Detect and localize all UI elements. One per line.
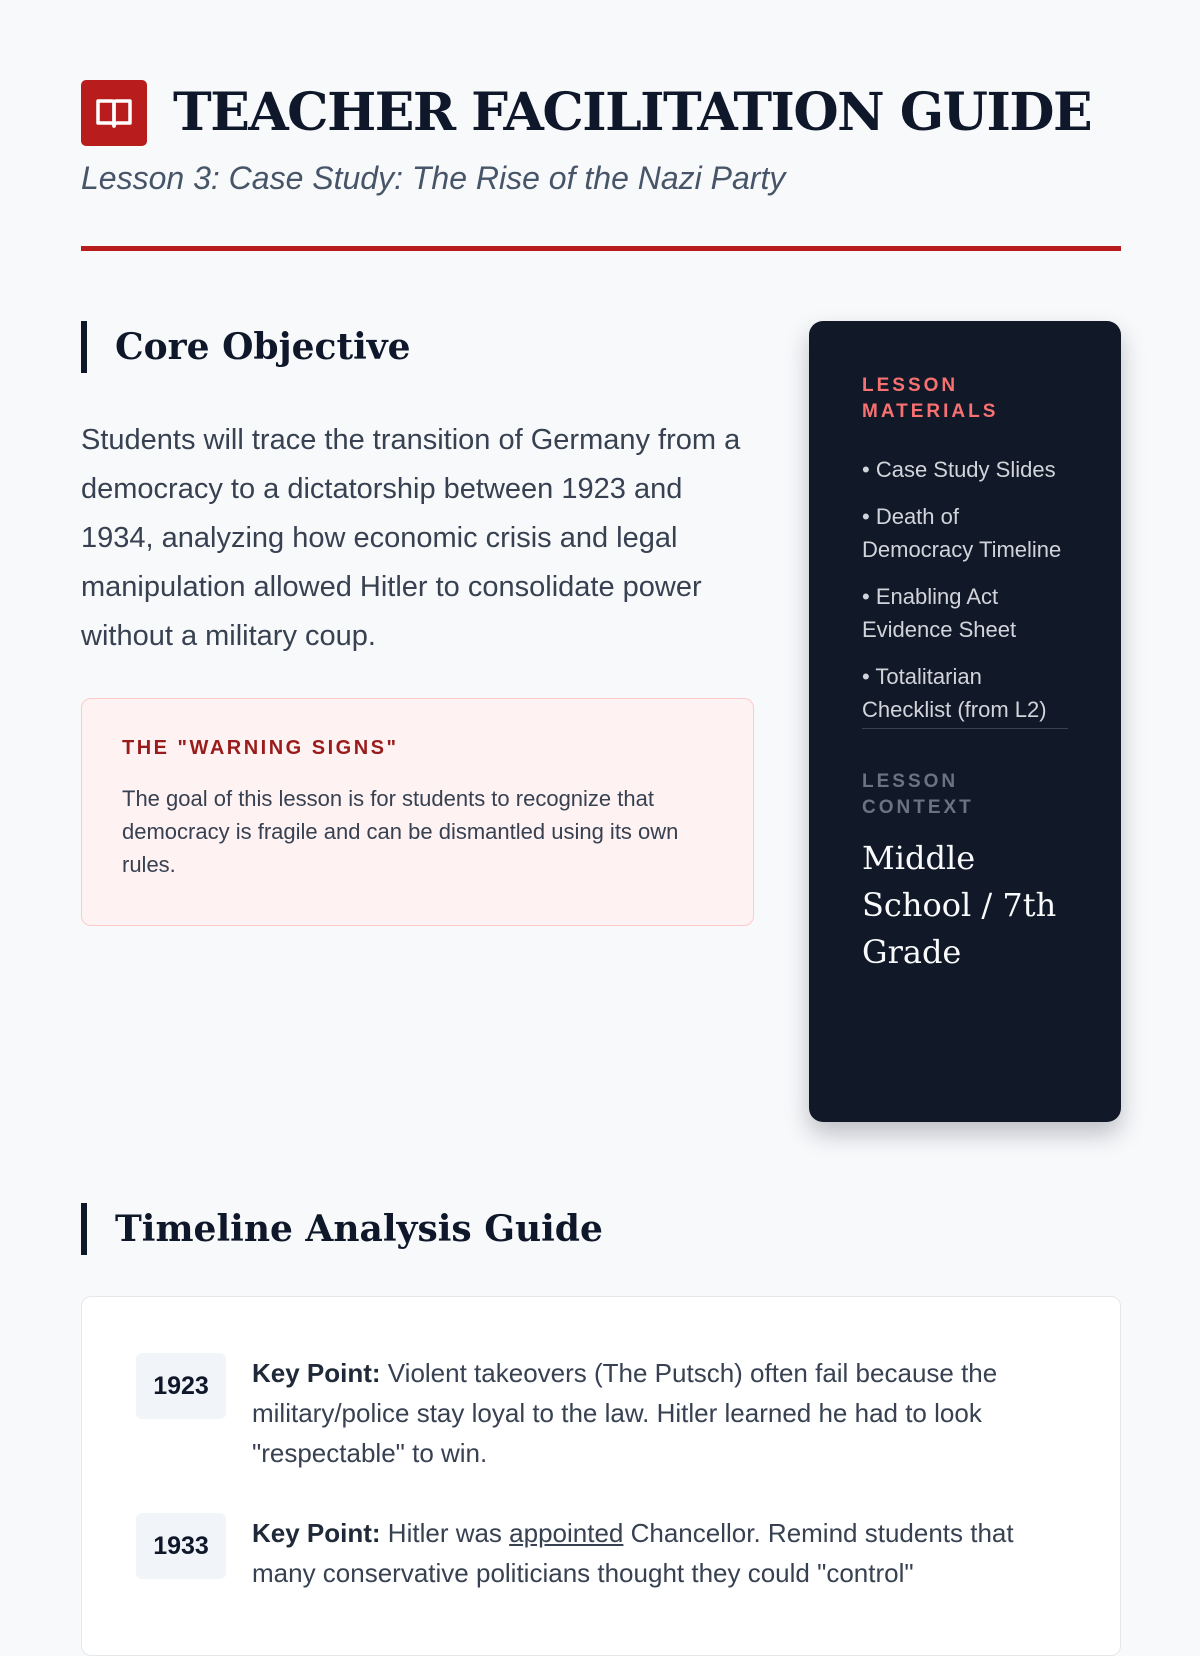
material-item: • Enabling Act Evidence Sheet	[862, 584, 1017, 642]
timeline-heading: Timeline Analysis Guide	[81, 1203, 603, 1255]
material-item: • Death of Democracy Timeline	[862, 504, 1062, 562]
page-subtitle: Lesson 3: Case Study: The Rise of the Nazi Party	[81, 160, 786, 196]
core-objective-heading: Core Objective	[81, 321, 411, 373]
lesson-context-label: LESSON CONTEXT	[862, 771, 974, 818]
timeline-entry-text	[252, 1353, 1062, 1473]
lesson-side-panel	[809, 321, 1121, 1122]
lesson-materials-label: LESSON MATERIALS	[862, 375, 999, 422]
open-book-icon	[81, 80, 147, 146]
key-point-label: Key Point:	[252, 1358, 381, 1388]
warning-signs-text: The goal of this lesson is for students to recognize that democracy is fragile and can be dismantled using its own rules.	[122, 786, 679, 877]
timeline-year: 1933	[136, 1513, 226, 1579]
key-point-text: Chancellor. Remind students that many conservative politicians thought they could "control"	[252, 1518, 1014, 1588]
page-title: TEACHER FACILITATION GUIDE	[173, 82, 1092, 143]
timeline-year: 1923	[136, 1353, 226, 1419]
timeline-card	[81, 1296, 1121, 1656]
warning-signs-callout	[81, 698, 754, 926]
material-item: • Totalitarian Checklist (from L2)	[862, 664, 1047, 722]
lesson-materials-list	[862, 453, 1068, 726]
key-point-text: Hitler was	[380, 1518, 510, 1548]
warning-signs-title: THE "WARNING SIGNS"	[122, 737, 399, 759]
lesson-context-value: Middle School / 7th Grade	[862, 839, 1057, 971]
key-point-text: Violent takeovers (The Putsch) often fail because the military/police stay loyal to the law. Hitler learned he had to look "respectable" to win.	[252, 1358, 998, 1468]
core-objective-text: Students will trace the transition of Germany from a democracy to a dictatorship between 1923 and 1934, analyzing how economic crisis and legal manipulation allowed Hitler to consolidate power without a military coup.	[81, 424, 741, 652]
header-divider	[81, 246, 1121, 251]
key-point-emphasis: appointed	[509, 1518, 624, 1548]
timeline-entry-text	[252, 1513, 1062, 1593]
key-point-label: Key Point:	[252, 1518, 381, 1548]
panel-divider	[862, 728, 1068, 729]
material-item: • Case Study Slides	[862, 457, 1056, 482]
